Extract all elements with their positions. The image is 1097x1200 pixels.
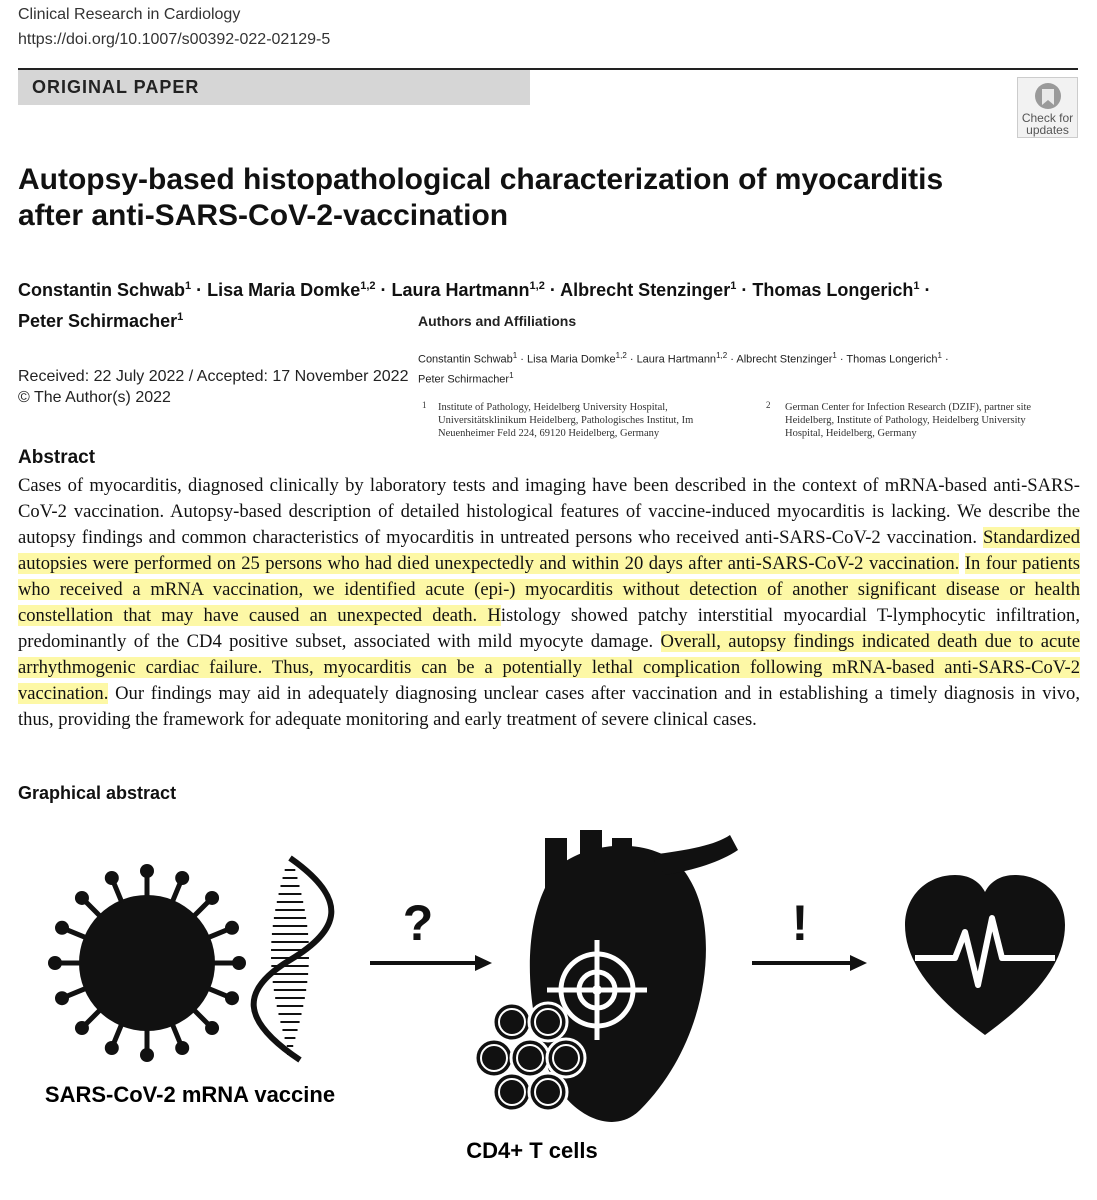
- affiliations-author-list: Constantin Schwab$^1$ · Lisa Maria Domke$^{1,2}$ · Laura Hartmann$^{1,2}$ · Albrecht Stenzinger$^1$ · Thomas Longerich$^1$ · Peter Schirmacher$^1$: [418, 351, 949, 386]
- exclamation-mark: !: [791, 895, 809, 951]
- affiliation-line: Institute of Pathology, Heidelberg University Hospital,: [438, 402, 668, 413]
- arrow-right-icon: [370, 955, 492, 971]
- author-name[interactable]: Thomas Longerich: [752, 280, 914, 300]
- virus-icon: [48, 864, 246, 1062]
- check-updates-button[interactable]: [1017, 77, 1078, 138]
- check-updates-icon: [1033, 81, 1063, 111]
- doi-link[interactable]: https://doi.org/10.1007/s00392-022-02129-5: [18, 31, 331, 48]
- caption-mrna-vaccine: SARS-CoV-2 mRNA vaccine: [44, 1082, 336, 1107]
- affiliation-line: Universitätsklinikum Heidelberg, Pathologisches Institut, Im: [438, 415, 694, 426]
- abstract-highlight: Standardized autopsies were performed on 25 persons who had died unexpectedly and within 20 days after anti-SARS-CoV-2 vaccination.: [18, 527, 1081, 574]
- author-list: Constantin Schwab$^1$ · Lisa Maria Domke$^{1,2}$ · Laura Hartmann$^{1,2}$ · Albrecht Stenzinger$^1$ · Thomas Longerich$^1$ · Peter Schirmacher$^1$: [18, 280, 931, 331]
- aff-author: Lisa Maria Domke: [527, 353, 616, 366]
- check-updates-line2: updates: [1026, 123, 1069, 137]
- author-sup: 1,2: [529, 280, 545, 292]
- graphical-abstract-heading: Graphical abstract: [18, 783, 177, 803]
- aff-author-sup: 1,2: [615, 351, 627, 360]
- abstract-text: Our findings may aid in adequately diagnosing unclear cases after vaccination and in establishing a timely diagnosis in vivo, thus, providing the framework for adequate monitoring and early treatment of severe clinical cases.: [18, 683, 1080, 730]
- affiliation-1-number: 1: [422, 400, 427, 410]
- check-updates-line1: Check for: [1021, 111, 1074, 125]
- author-sup: 1: [185, 280, 192, 292]
- aff-author-sup: 1: [509, 370, 514, 380]
- author-sup: 1: [177, 311, 184, 323]
- author-name[interactable]: Lisa Maria Domke: [207, 280, 361, 300]
- affiliation-1: [438, 401, 758, 440]
- author-name[interactable]: Laura Hartmann: [391, 280, 530, 300]
- arrow-right-icon: [752, 955, 867, 971]
- author-name[interactable]: Peter Schirmacher: [18, 311, 178, 331]
- affiliation-line: Heidelberg, Institute of Pathology, Heidelberg University: [785, 415, 1026, 426]
- journal-name: Clinical Research in Cardiology: [18, 6, 241, 23]
- aff-author: Constantin Schwab: [418, 353, 513, 366]
- author-name[interactable]: Constantin Schwab: [18, 280, 186, 300]
- aff-author: Laura Hartmann: [636, 353, 717, 366]
- author-sup: 1,2: [360, 280, 376, 292]
- affiliation-line: German Center for Infection Research (DZIF), partner site: [785, 402, 1032, 413]
- affiliation-2: [785, 401, 1080, 440]
- affiliation-2-number: 2: [766, 400, 771, 410]
- graphical-abstract: [0, 820, 1097, 1190]
- affiliation-line: Neuenheimer Feld 224, 69120 Heidelberg, Germany: [438, 428, 660, 439]
- affiliations-heading: Authors and Affiliations: [418, 313, 577, 329]
- abstract-heading: Abstract: [18, 447, 96, 468]
- abstract-highlight: Overall, autopsy findings indicated death due to acute arrhythmogenic cardiac failure. Thus, myocarditis can be a potentially lethal complication following mRNA-based anti-SARS-CoV-2 vaccination.: [18, 631, 1080, 704]
- abstract-text: Cases of myocarditis, diagnosed clinically by laboratory tests and imaging have been described in the context of mRNA-based anti-SARS-CoV-2 vaccination. Autopsy-based description of detailed histological features of vaccine-induced myocarditis is lacking. We describe the autopsy findings and common characteristics of myocarditis in untreated persons who received anti-SARS-CoV-2 vaccination.: [18, 475, 1080, 548]
- author-name[interactable]: Albrecht Stenzinger: [560, 280, 731, 300]
- paper-title: [18, 162, 1018, 234]
- affiliation-line: Hospital, Heidelberg, Germany: [785, 428, 917, 439]
- question-mark: ?: [402, 895, 434, 951]
- heart-pulse-icon: [905, 875, 1065, 1035]
- author-sup: 1: [730, 280, 737, 292]
- copyright-line: © The Author(s) 2022: [18, 389, 171, 406]
- aff-author: Thomas Longerich: [846, 353, 938, 366]
- aff-author-sup: 1,2: [716, 351, 728, 360]
- aff-author: Peter Schirmacher: [418, 373, 510, 386]
- mrna-helix-icon: [249, 858, 332, 1060]
- aff-author-sup: 1: [512, 351, 518, 360]
- title-line-1: Autopsy-based histopathological characterization of myocarditis: [18, 163, 944, 196]
- received-dates: [18, 366, 408, 408]
- abstract-highlight: In four patients who received a mRNA vaccination, we identified acute (epi-) myocarditis without detection of another significant disease or health constellation that may have caused an unexpected death. H: [18, 553, 1080, 626]
- abstract-text: istology showed patchy interstitial myocardial T-lymphocytic infiltration, predominantly of the CD4 positive subset, associated with mild myocyte damage.: [18, 605, 1080, 652]
- author-sup: 1: [913, 280, 920, 292]
- aff-author-sup: 1: [937, 351, 942, 360]
- aff-author: Albrecht Stenzinger: [736, 353, 833, 366]
- received-line: Received: 22 July 2022 / Accepted: 17 November 2022: [18, 368, 409, 385]
- caption-cd4-t-cells: CD4+ T cells: [466, 1138, 598, 1163]
- aff-author-sup: 1: [832, 351, 837, 360]
- title-line-2: after anti-SARS-CoV-2-vaccination: [18, 199, 509, 232]
- abstract-body: [18, 473, 1080, 733]
- article-type-badge: ORIGINAL PAPER: [18, 70, 530, 105]
